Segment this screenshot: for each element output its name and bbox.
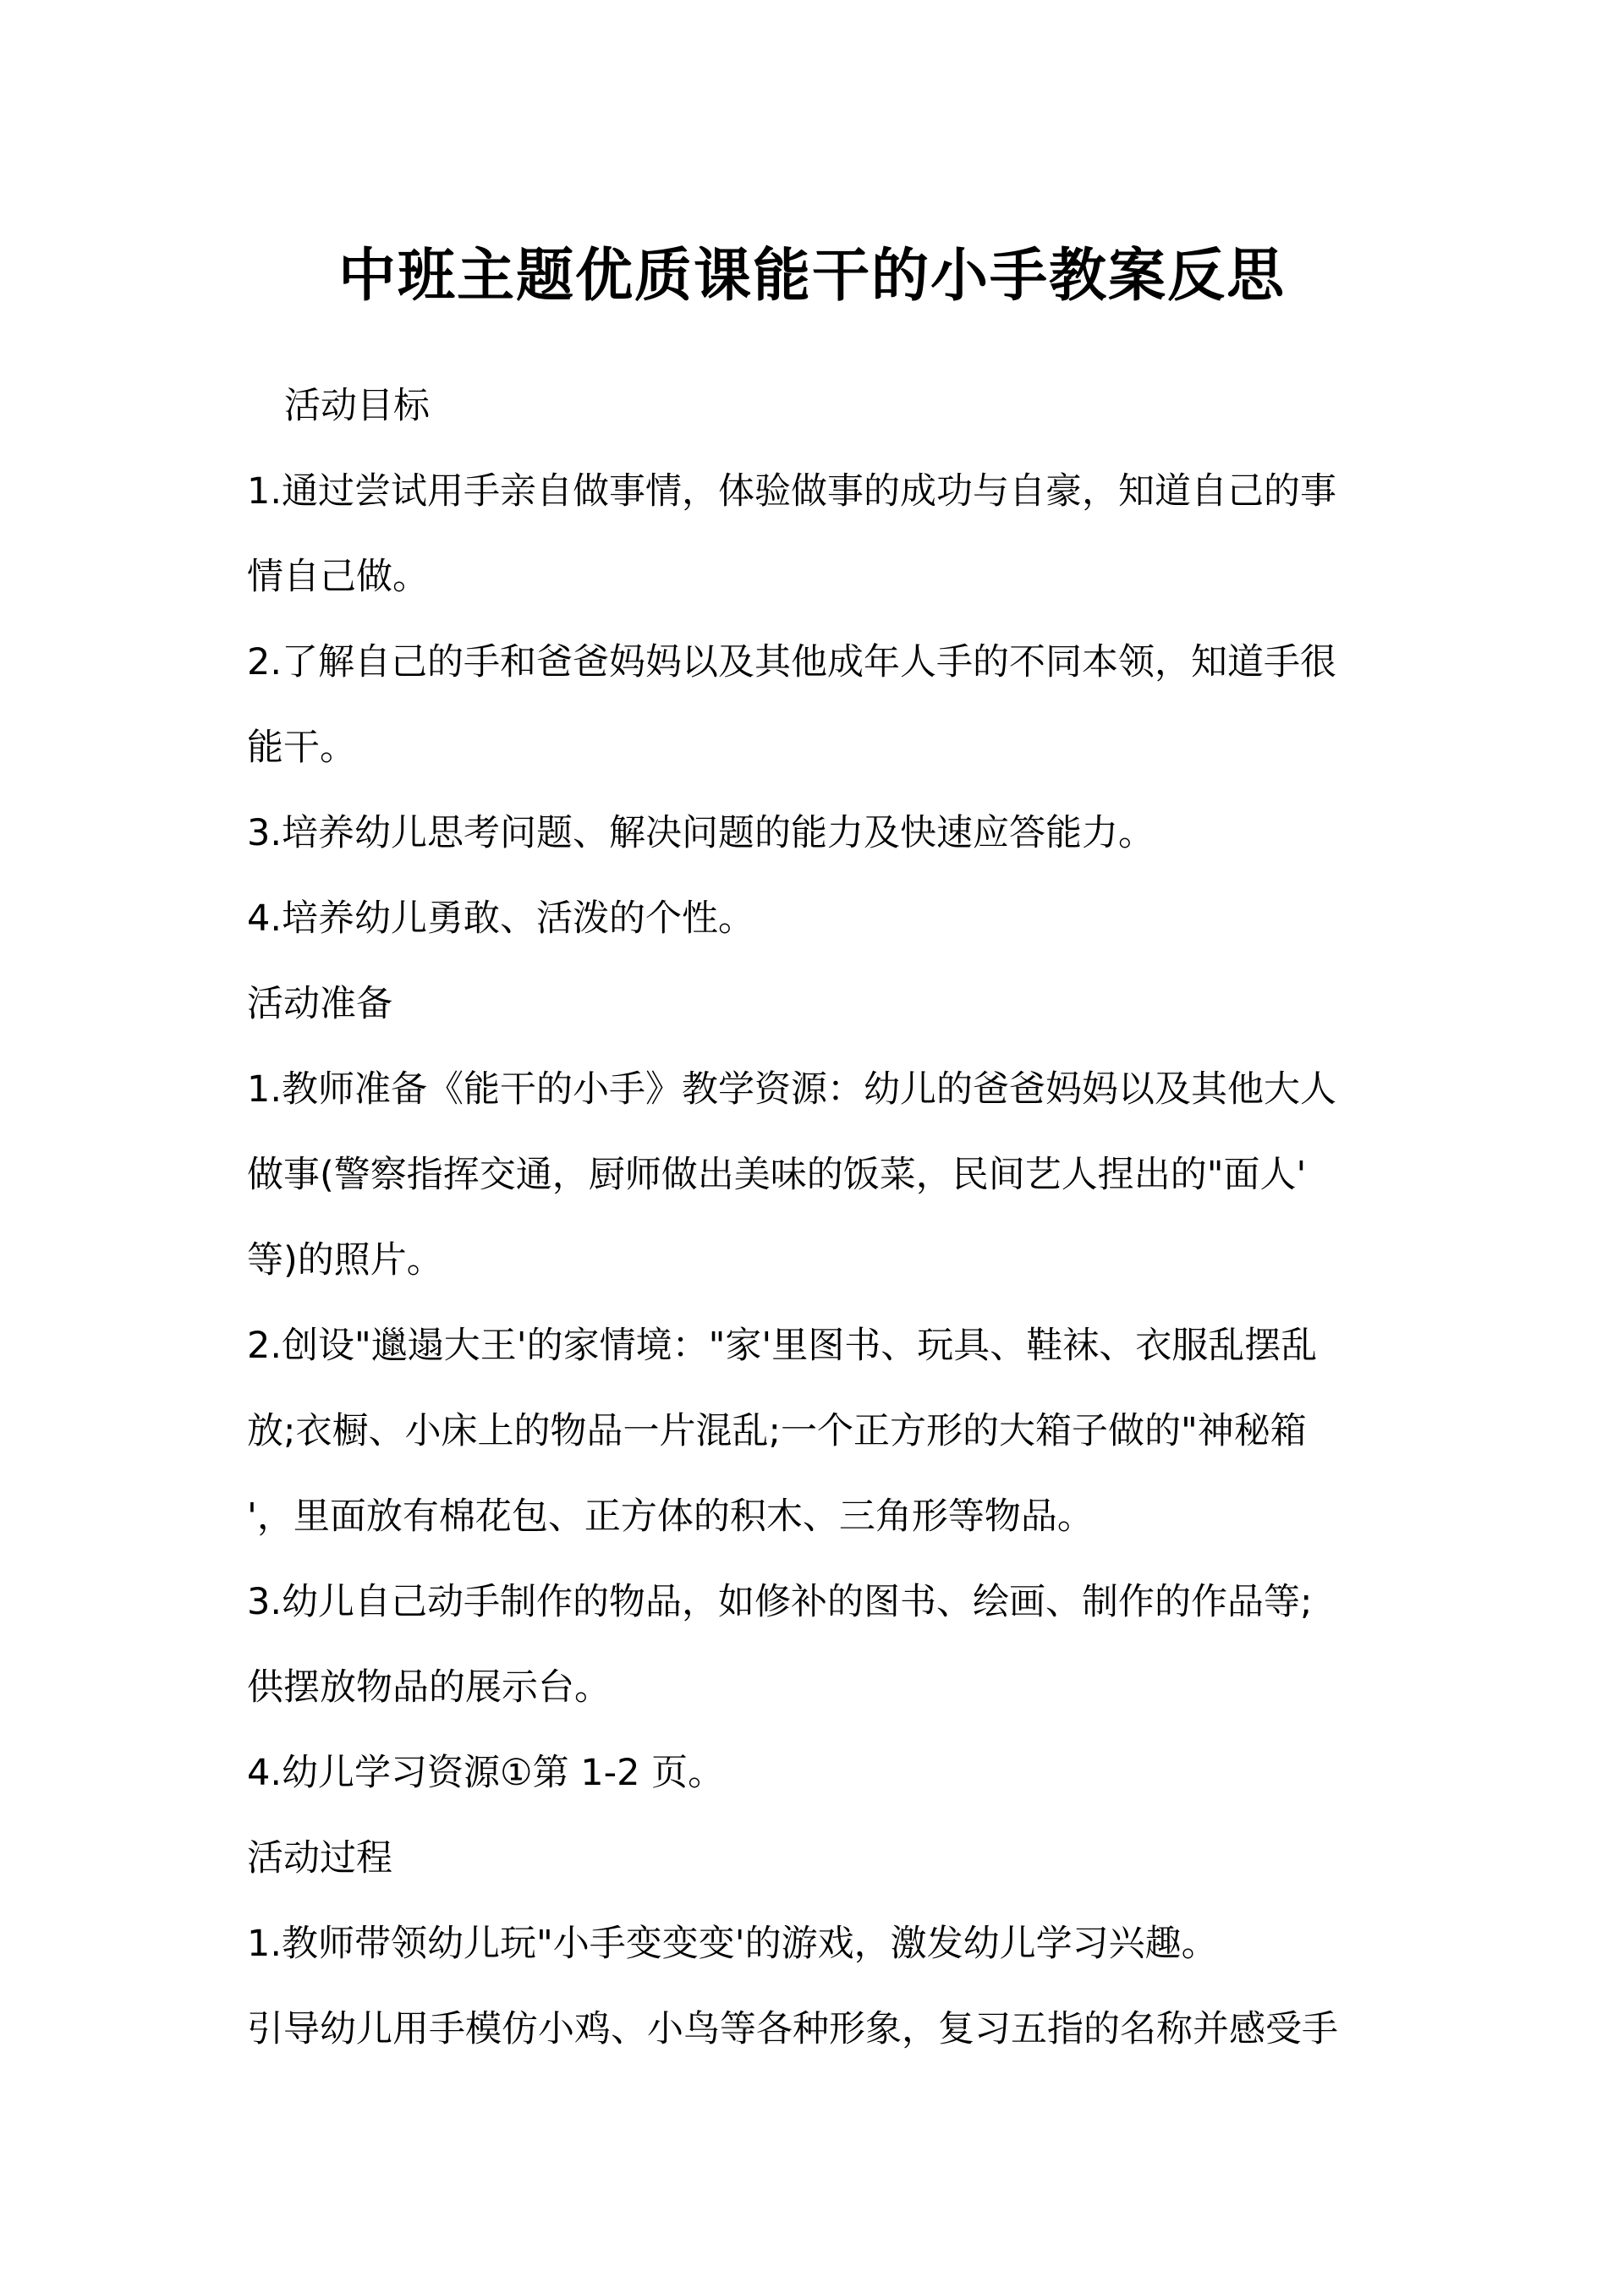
paragraph-line: 1.教师带领幼儿玩"小手变变变'的游戏，激发幼儿学习兴趣。 [247, 1923, 1218, 1965]
section-heading-preparation: 活动准备 [247, 983, 392, 1025]
paragraph-line: 4.培养幼儿勇敢、活泼的个性。 [247, 897, 755, 940]
document-body [247, 364, 1377, 2072]
document-title: 中班主题优质课能干的小手教案反思 [337, 242, 1286, 310]
paragraph-line: 1.教师准备《能干的小手》教学资源：幼儿的爸爸妈妈以及其他大人 [247, 1068, 1337, 1111]
paragraph-line: 等)的照片。 [247, 1239, 443, 1281]
paragraph-line: '，里面放有棉花包、正方体的积木、三角形等物品。 [247, 1495, 1094, 1538]
paragraph-line: 情自己做。 [247, 556, 429, 598]
paragraph-line: 3.培养幼儿思考问题、解决问题的能力及快速应答能力。 [247, 812, 1155, 854]
paragraph-line: 引导幼儿用手模仿小鸡、小鸟等各种形象，复习五指的名称并感受手 [247, 2008, 1338, 2050]
paragraph-line: 2.创设"邋遢大王'的家情境："家'里图书、玩具、鞋袜、衣服乱摆乱 [247, 1325, 1318, 1367]
section-heading-goals: 活动目标 [284, 385, 430, 427]
paragraph-line: 3.幼儿自己动手制作的物品，如修补的图书、绘画、制作的作品等; [247, 1581, 1313, 1623]
paragraph-line: 1.通过尝试用手亲自做事情，体验做事的成功与自豪，知道自己的事 [247, 470, 1337, 513]
paragraph-line: 2.了解自己的手和爸爸妈妈以及其他成年人手的不同本领，知道手很 [247, 641, 1337, 683]
paragraph-line: 能干。 [247, 727, 356, 769]
section-heading-process: 活动过程 [247, 1837, 392, 1880]
paragraph-line: 4.幼儿学习资源①第 1-2 页。 [247, 1752, 725, 1794]
paragraph-line: 放;衣橱、小床上的物品一片混乱;一个正方形的大箱子做的"神秘箱 [247, 1410, 1307, 1452]
paragraph-line: 做事(警察指挥交通，厨师做出美味的饭菜，民间艺人捏出的"面人' [247, 1154, 1307, 1196]
paragraph-line: 供摆放物品的展示台。 [247, 1666, 611, 1709]
